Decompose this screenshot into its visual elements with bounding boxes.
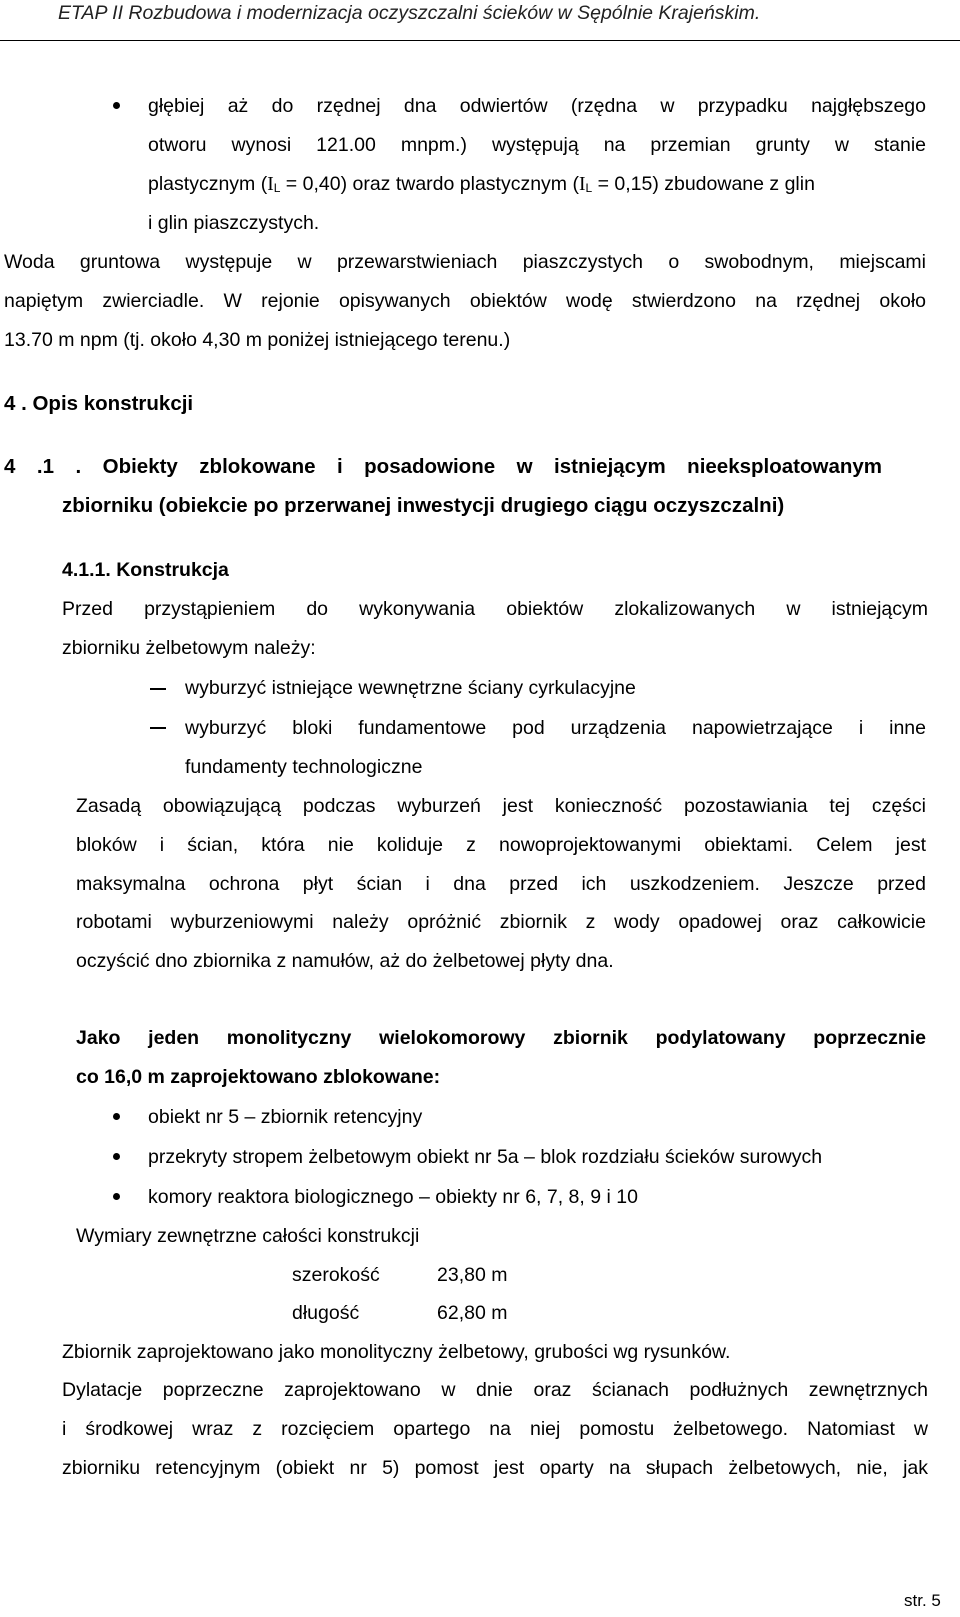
text-line: Zbiornik zaprojektowano jako monolityczny żelbetowy, grubości wg rysunków.: [62, 1341, 731, 1363]
dimension-value: 62,80 m: [437, 1302, 508, 1324]
bullet-icon: [113, 1193, 120, 1200]
subsubsection-heading: 4.1.1. Konstrukcja: [62, 559, 229, 581]
text-line: robotami wyburzeniowymi należy opróżnić zbiornik z wody opadowej oraz całkowicie: [76, 911, 926, 933]
text-line: napiętym zwierciadle. W rejonie opisywanych obiektów wodę stwierdzono na rzędnej około: [4, 290, 926, 312]
dimension-label: długość: [292, 1302, 360, 1324]
bold-text-line: co 16,0 m zaprojektowano zblokowane:: [76, 1066, 441, 1088]
text-span: = 0,40) oraz twardo plastycznym (: [280, 173, 579, 195]
text-line: [148, 172, 926, 200]
text-span: = 0,15) zbudowane z glin: [592, 173, 815, 195]
il-letter: I: [578, 174, 586, 195]
list-item: fundamenty technologiczne: [185, 756, 423, 778]
bold-text-line: Jako jeden monolityczny wielokomorowy zbiornik podylatowany poprzecznie: [76, 1027, 926, 1049]
list-item: komory reaktora biologicznego – obiekty nr 6, 7, 8, 9 i 10: [148, 1186, 638, 1208]
text-line: Wymiary zewnętrzne całości konstrukcji: [76, 1225, 420, 1247]
dimension-label: szerokość: [292, 1264, 380, 1286]
dash-icon: [150, 727, 166, 729]
page-header: [0, 0, 960, 41]
list-item: obiekt nr 5 – zbiornik retencyjny: [148, 1106, 423, 1128]
text-line: i glin piaszczystych.: [148, 212, 320, 234]
text-line: oczyścić dno zbiornika z namułów, aż do żelbetowej płyty dna.: [76, 950, 614, 972]
subsection-heading: 4 .1 . Obiekty zblokowane i posadowione w istniejącym nieeksploatowanym: [4, 455, 882, 478]
bullet-icon: [113, 1113, 120, 1120]
page-number: str. 5: [904, 1591, 941, 1610]
text-line: Przed przystąpieniem do wykonywania obiektów zlokalizowanych w istniejącym: [62, 598, 928, 620]
text-line: zbiorniku retencyjnym (obiekt nr 5) pomost jest oparty na słupach żelbetowych, nie, jak: [62, 1457, 928, 1479]
text-line: Zasadą obowiązującą podczas wyburzeń jest konieczność pozostawiania tej części: [76, 795, 926, 817]
bullet-icon: [113, 102, 120, 109]
il-subscript: L: [585, 181, 593, 195]
il-symbol: [267, 174, 280, 195]
list-item: wyburzyć bloki fundamentowe pod urządzenia napowietrzające i inne: [185, 717, 926, 739]
list-item: wyburzyć istniejące wewnętrzne ściany cyrkulacyjne: [185, 677, 636, 699]
text-line: Woda gruntowa występuje w przewarstwieniach piaszczystych o swobodnym, miejscami: [4, 251, 926, 273]
header-title: ETAP II Rozbudowa i modernizacja oczyszczalni ścieków w Sępólnie Krajeńskim.: [58, 2, 761, 24]
list-item: przekryty stropem żelbetowym obiekt nr 5a – blok rozdziału ścieków surowych: [148, 1146, 823, 1168]
bullet-icon: [113, 1153, 120, 1160]
subsection-heading: zbiorniku (obiekcie po przerwanej inwestycji drugiego ciągu oczyszczalni): [62, 494, 785, 517]
text-line: 13.70 m npm (tj. około 4,30 m poniżej istniejącego terenu.): [4, 329, 511, 351]
text-line: otworu wynosi 121.00 mnpm.) występują na przemian grunty w stanie: [148, 134, 926, 156]
text-line: maksymalna ochrona płyt ścian i dna przed ich uszkodzeniem. Jeszcze przed: [76, 873, 926, 895]
text-line: głębiej aż do rzędnej dna odwiertów (rzędna w przypadku najgłębszego: [148, 95, 926, 117]
il-letter: I: [267, 174, 274, 195]
il-symbol: [579, 174, 592, 195]
dimension-value: 23,80 m: [437, 1264, 508, 1286]
text-span: plastycznym (: [148, 173, 268, 195]
il-subscript: L: [273, 181, 281, 195]
text-line: zbiorniku żelbetowym należy:: [62, 637, 316, 659]
text-line: bloków i ścian, która nie koliduje z nowoprojektowanymi obiektami. Celem jest: [76, 834, 926, 856]
text-line: Dylatacje poprzeczne zaprojektowano w dnie oraz ścianach podłużnych zewnętrznych: [62, 1379, 928, 1401]
dash-icon: [150, 688, 166, 690]
section-heading: 4 . Opis konstrukcji: [4, 392, 194, 415]
text-line: i środkowej wraz z rozcięciem opartego na niej pomostu żelbetowego. Natomiast w: [62, 1418, 928, 1440]
